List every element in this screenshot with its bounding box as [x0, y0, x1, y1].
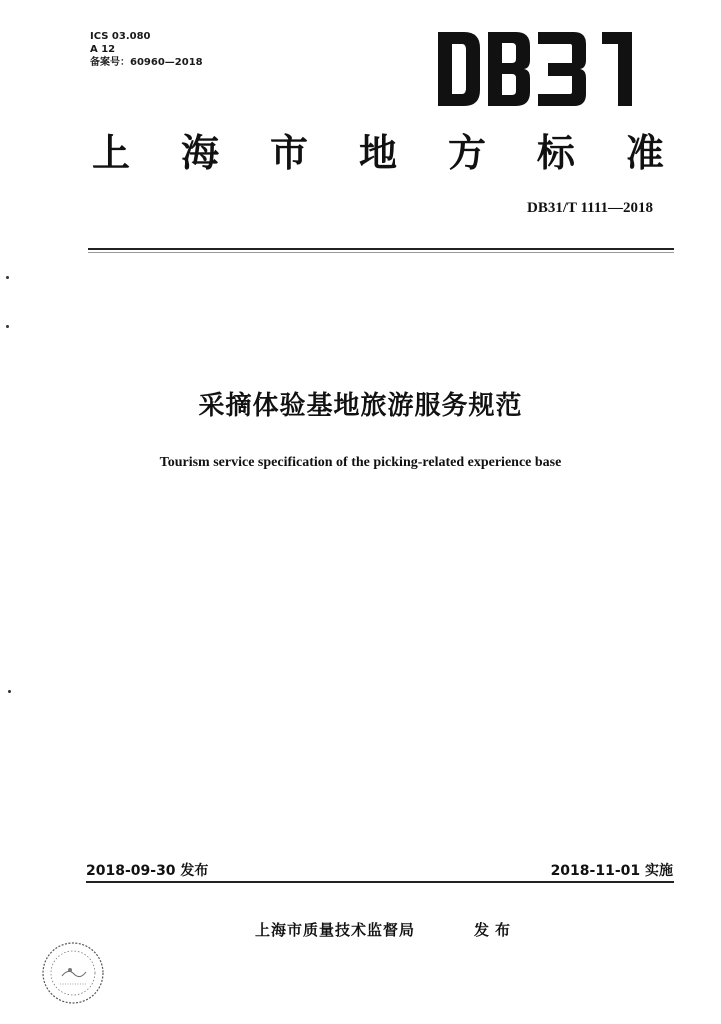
issuing-authority: 上海市质量技术监督局 — [255, 921, 416, 939]
heading-char: 市 — [269, 130, 308, 175]
scan-mark — [6, 325, 9, 328]
local-standard-heading — [92, 130, 664, 176]
scan-mark — [6, 276, 9, 279]
db31-logo — [436, 30, 636, 108]
heading-char: 地 — [358, 130, 397, 175]
footer-divider — [86, 881, 674, 883]
standard-number: DB31/T 1111—2018 — [526, 200, 653, 216]
heading-char: 海 — [180, 130, 219, 175]
heading-char: 标 — [536, 130, 575, 175]
ics-code: ICS 03.080 — [90, 31, 151, 42]
heading-char: 上 — [92, 130, 131, 175]
header-divider-thin — [88, 252, 674, 253]
standard-metadata — [90, 30, 203, 69]
implement-date: 2018-11-01 实施 — [550, 863, 673, 879]
record-number: 备案号：60960—2018 — [90, 57, 203, 68]
official-seal-icon — [40, 940, 106, 1006]
publish-date: 2018-09-30 发布 — [86, 863, 209, 879]
header-divider — [88, 248, 674, 250]
issue-label: 发布 — [474, 921, 517, 939]
classification-code: A 12 — [90, 44, 116, 55]
heading-char: 准 — [625, 130, 664, 175]
scan-mark — [8, 690, 11, 693]
document-title-chinese: 采摘体验基地旅游服务规范 — [198, 391, 523, 421]
document-title-english: Tourism service specification of the picking-related experience base — [159, 455, 562, 470]
heading-char: 方 — [447, 130, 486, 175]
